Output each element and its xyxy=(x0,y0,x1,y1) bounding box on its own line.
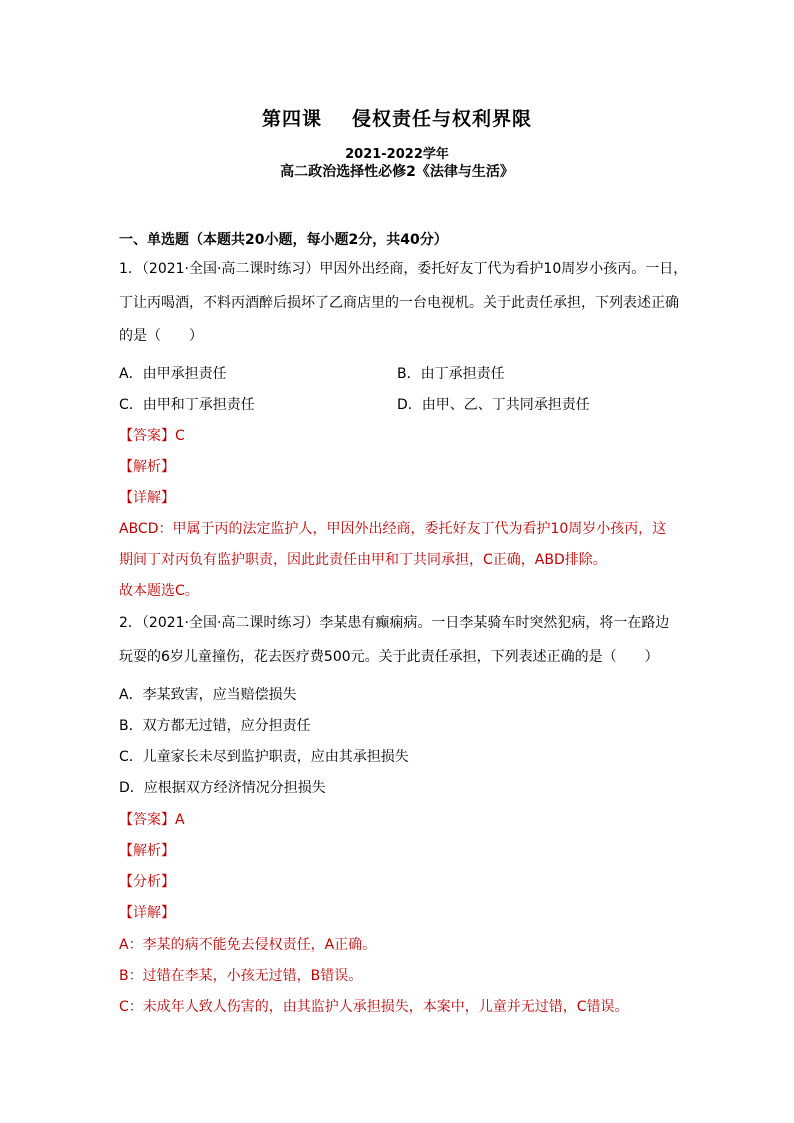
q2-stem-line1: 2．（2021·全国·高二课时练习）李某患有癫痫病。一日李某骑车时突然犯病，将一在路边 xyxy=(119,615,670,631)
school-year: 2021-2022学年 xyxy=(345,147,449,162)
q2-fenxi-label: 【分析】 xyxy=(119,874,175,890)
q1-option-d: D．由甲、乙、丁共同承担责任 xyxy=(397,397,590,413)
q2-detail-label: 【详解】 xyxy=(119,905,175,921)
course-name: 高二政治选择性必修2《法律与生活》 xyxy=(280,164,514,180)
q1-option-a: A．由甲承担责任 xyxy=(119,366,227,382)
lesson-number: 第四课 xyxy=(261,108,322,130)
section-heading: 一、单选题（本题共20小题，每小题2分，共40分） xyxy=(119,232,448,248)
q2-answer: 【答案】A xyxy=(119,812,185,828)
q1-stem-line1: 1．（2021·全国·高二课时练习）甲因外出经商，委托好友丁代为看护10周岁小孩丙。一日， xyxy=(119,261,688,277)
q1-answer: 【答案】C xyxy=(119,428,185,444)
q1-stem-line3: 的是（ ） xyxy=(119,328,203,344)
q1-option-b: B．由丁承担责任 xyxy=(397,366,505,382)
q1-conclusion: 故本题选C。 xyxy=(119,583,199,599)
q2-stem-line2: 玩耍的6岁儿童撞伤，花去医疗费500元。关于此责任承担，下列表述正确的是（ ） xyxy=(119,649,659,665)
q1-stem-line2: 丁让丙喝酒，不料丙酒醉后损坏了乙商店里的一台电视机。关于此责任承担，下列表述正确 xyxy=(119,295,679,311)
q2-option-d: D．应根据双方经济情况分担损失 xyxy=(119,780,326,796)
q2-option-b: B．双方都无过错，应分担责任 xyxy=(119,718,311,734)
q1-detail-line2: 期间丁对丙负有监护职责，因此此责任由甲和丁共同承担，C正确，ABD排除。 xyxy=(119,552,607,568)
q2-explain-a: A：李某的病不能免去侵权责任，A正确。 xyxy=(119,937,377,953)
lesson-title xyxy=(0,104,794,131)
lesson-topic: 侵权责任与权利界限 xyxy=(352,108,533,130)
q2-explain-c: C：未成年人致人伤害的，由其监护人承担损失，本案中，儿童并无过错，C错误。 xyxy=(119,999,629,1015)
q1-analysis-label: 【解析】 xyxy=(119,459,175,475)
q2-option-a: A．李某致害，应当赔偿损失 xyxy=(119,687,297,703)
q2-option-c: C．儿童家长未尽到监护职责，应由其承担损失 xyxy=(119,749,409,765)
q1-option-c: C．由甲和丁承担责任 xyxy=(119,397,255,413)
q1-detail-label: 【详解】 xyxy=(119,490,175,506)
q1-detail-line1: ABCD：甲属于丙的法定监护人，甲因外出经商，委托好友丁代为看护10周岁小孩丙，这 xyxy=(119,521,667,537)
q2-explain-b: B：过错在李某，小孩无过错，B错误。 xyxy=(119,968,363,984)
q2-analysis-label: 【解析】 xyxy=(119,843,175,859)
